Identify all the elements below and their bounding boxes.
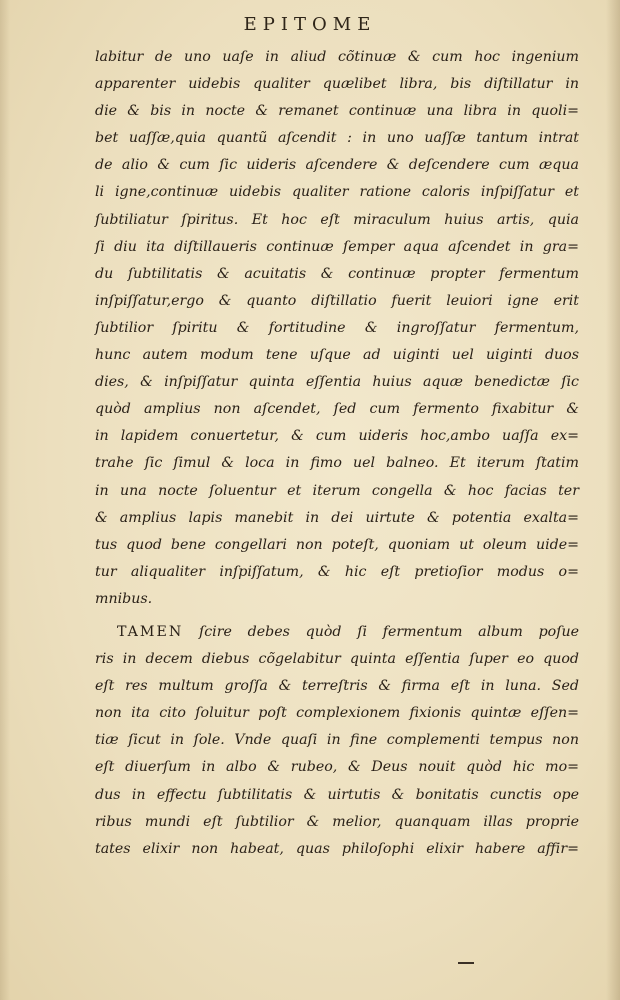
text-line: ſi diu ita diſtillaueris continuæ ſemper aqua aſcendet in gra= — [95, 238, 579, 255]
text-line-rest: ſcire debes quòd ſi fermentum album poſue — [183, 623, 579, 640]
body-text — [95, 44, 579, 863]
text-line: tus quod bene congellari non poteſt, quoniam ut oleum uide= — [95, 536, 579, 553]
paragraph-1 — [95, 44, 579, 613]
text-line: non ita cito ſoluitur poſt complexionem fixionis quintæ eſſen= — [95, 705, 579, 722]
text-line: dies, & inſpiſſatur quinta eſſentia huius aquæ benedictæ ſic — [95, 374, 579, 391]
text-line: eſt res multum groſſa & terreſtris & firma eſt in luna. Sed — [95, 678, 579, 695]
text-line: & amplius lapis manebit in dei uirtute & potentia exalta= — [95, 509, 579, 526]
text-line: in lapidem conuertetur, & cum uideris hoc,ambo uaſſa ex= — [95, 428, 579, 445]
text-line: tiæ ſicut in ſole. Vnde quaſi in fine complementi tempus non — [95, 732, 579, 749]
text-line: ſubtilior ſpiritu & fortitudine & ingroſſatur fermentum, — [95, 319, 579, 336]
text-line: tur aliqualiter inſpiſſatum, & hic eſt pretioſior modus o= — [95, 563, 579, 580]
text-line: hunc autem modum tene uſque ad uiginti uel uiginti duos — [95, 347, 579, 364]
text-line: die & bis in nocte & remanet continuæ una libra in quoli= — [95, 103, 579, 120]
text-line: in una nocte ſoluentur et iterum congella & hoc facias ter — [95, 482, 579, 499]
lead-word: TAMEN — [117, 623, 184, 640]
text-line: ris in decem diebus cõgelabitur quinta eſſentia ſuper eo quod — [95, 651, 579, 668]
text-line: bet uaſſæ,quia quantũ aſcendit : in uno uaſſæ tantum intrat — [95, 130, 579, 147]
text-line: eſt diuerſum in albo & rubeo, & Deus nouit quòd hic mo= — [95, 759, 579, 776]
text-line-lead — [95, 619, 579, 646]
text-line: apparenter uidebis qualiter quælibet libra, bis diſtillatur in — [95, 76, 579, 93]
text-line: ſubtiliatur ſpiritus. Et hoc eſt miraculum huius artis, quia — [95, 211, 579, 228]
text-line: quòd amplius non aſcendet, ſed cum fermento fixabitur & — [95, 401, 579, 418]
text-line: du ſubtilitatis & acuitatis & continuæ propter fermentum — [95, 265, 579, 282]
text-line: li igne,continuæ uidebis qualiter ratione caloris inſpiſſatur et — [95, 184, 579, 201]
text-line: labitur de uno uaſe in aliud cõtinuæ & cum hoc ingenium — [95, 49, 579, 65]
catchword-dash — [458, 962, 474, 964]
text-line: ribus mundi eſt ſubtilior & melior, quanquam illas proprie — [95, 813, 579, 830]
text-line: inſpiſſatur,ergo & quanto diſtillatio fuerit leuiori igne erit — [95, 292, 579, 309]
text-line: mnibus. — [95, 590, 153, 607]
text-line: trahe ſic ſimul & loca in fimo uel balneo. Et iterum ſtatim — [95, 455, 579, 472]
text-line: dus in effectu ſubtilitatis & uirtutis & bonitatis cunctis ope — [95, 786, 579, 803]
page-shadow-left — [0, 0, 10, 1000]
text-line: de alio & cum ſic uideris aſcendere & deſcendere cum æqua — [95, 157, 579, 174]
running-head: EPITOME — [243, 14, 377, 35]
page-shadow-right — [606, 0, 620, 1000]
text-line: tates elixir non habeat, quas philoſophi elixir habere affir= — [95, 840, 579, 857]
paragraph-2 — [95, 619, 579, 863]
